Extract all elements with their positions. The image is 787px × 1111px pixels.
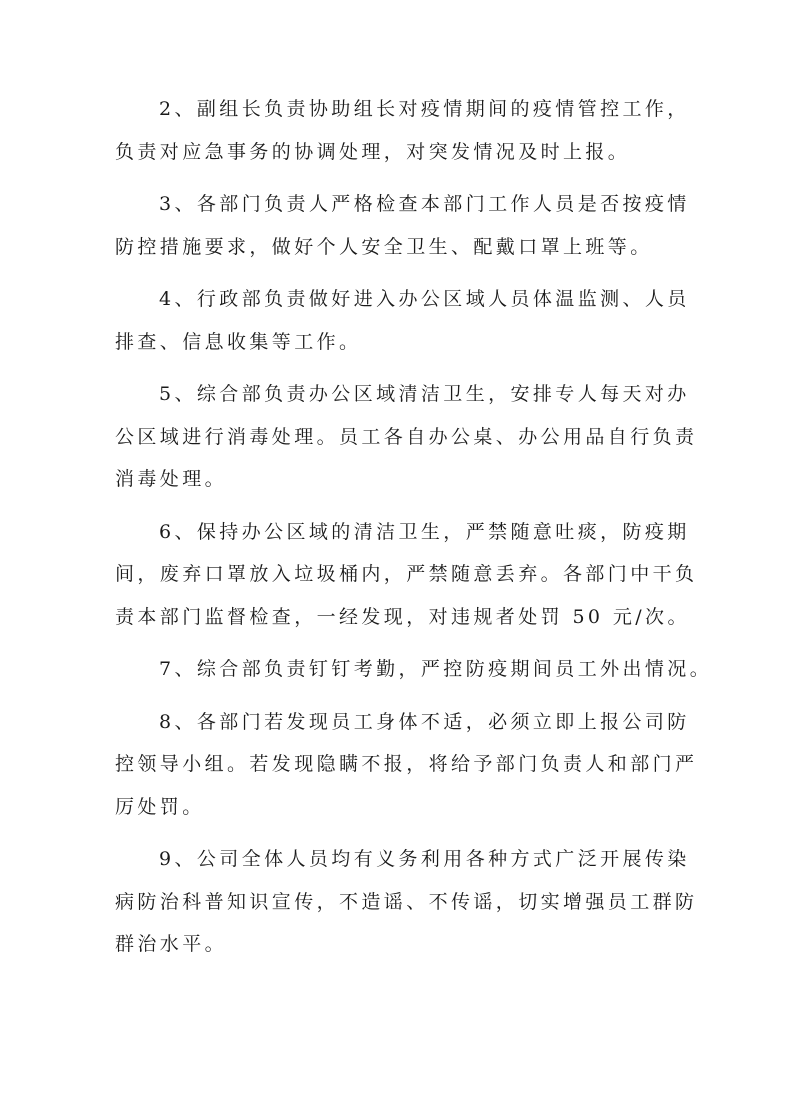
paragraph-line: 排查、信息收集等工作。 — [115, 330, 362, 353]
paragraph-item-9 — [115, 838, 698, 966]
paragraph-line: 负责对应急事务的协调处理，对突发情况及时上报。 — [115, 140, 631, 163]
paragraph-line: 消毒处理。 — [115, 468, 228, 490]
paragraph-line: 8、各部门若发现员工身体不适，必须立即上报公司防 — [159, 710, 690, 733]
paragraph-item-5 — [115, 373, 698, 501]
paragraph-line: 4、行政部负责做好进入办公区域人员体温监测、人员 — [159, 288, 690, 310]
paragraph-item-8 — [115, 701, 698, 829]
paragraph-line: 责本部门监督检查，一经发现，对违规者处罚 50 元/次。 — [115, 605, 690, 628]
paragraph-item-7 — [115, 648, 713, 691]
paragraph-line: 2、副组长负责协助组长对疫情期间的疫情管控工作， — [159, 98, 690, 120]
document-body — [115, 88, 713, 976]
paragraph-line: 群治水平。 — [115, 933, 228, 955]
paragraph-item-2 — [115, 88, 690, 173]
paragraph-line: 间，废弃口罩放入垃圾桶内，严禁随意丢弃。各部门中干负 — [115, 563, 698, 585]
paragraph-line: 公区域进行消毒处理。员工各自办公桌、办公用品自行负责 — [115, 425, 698, 448]
paragraph-line: 9、公司全体人员均有义务利用各种方式广泛开展传染 — [159, 848, 690, 870]
paragraph-line: 厉处罚。 — [115, 795, 205, 818]
paragraph-line: 7、综合部负责钉钉考勤，严控防疫期间员工外出情况。 — [159, 658, 713, 680]
paragraph-line: 5、综合部负责办公区域清洁卫生，安排专人每天对办 — [159, 383, 690, 405]
paragraph-line: 控领导小组。若发现隐瞒不报，将给予部门负责人和部门严 — [115, 753, 698, 775]
paragraph-item-6 — [115, 511, 698, 639]
paragraph-item-4 — [115, 278, 690, 363]
paragraph-item-3 — [115, 183, 690, 268]
paragraph-line: 防控措施要求，做好个人安全卫生、配戴口罩上班等。 — [115, 235, 653, 258]
paragraph-line: 病防治科普知识宣传，不造谣、不传谣，切实增强员工群防 — [115, 890, 698, 913]
paragraph-line: 6、保持办公区域的清洁卫生，严禁随意吐痰，防疫期 — [159, 520, 690, 543]
paragraph-line: 3、各部门负责人严格检查本部门工作人员是否按疫情 — [159, 193, 690, 215]
